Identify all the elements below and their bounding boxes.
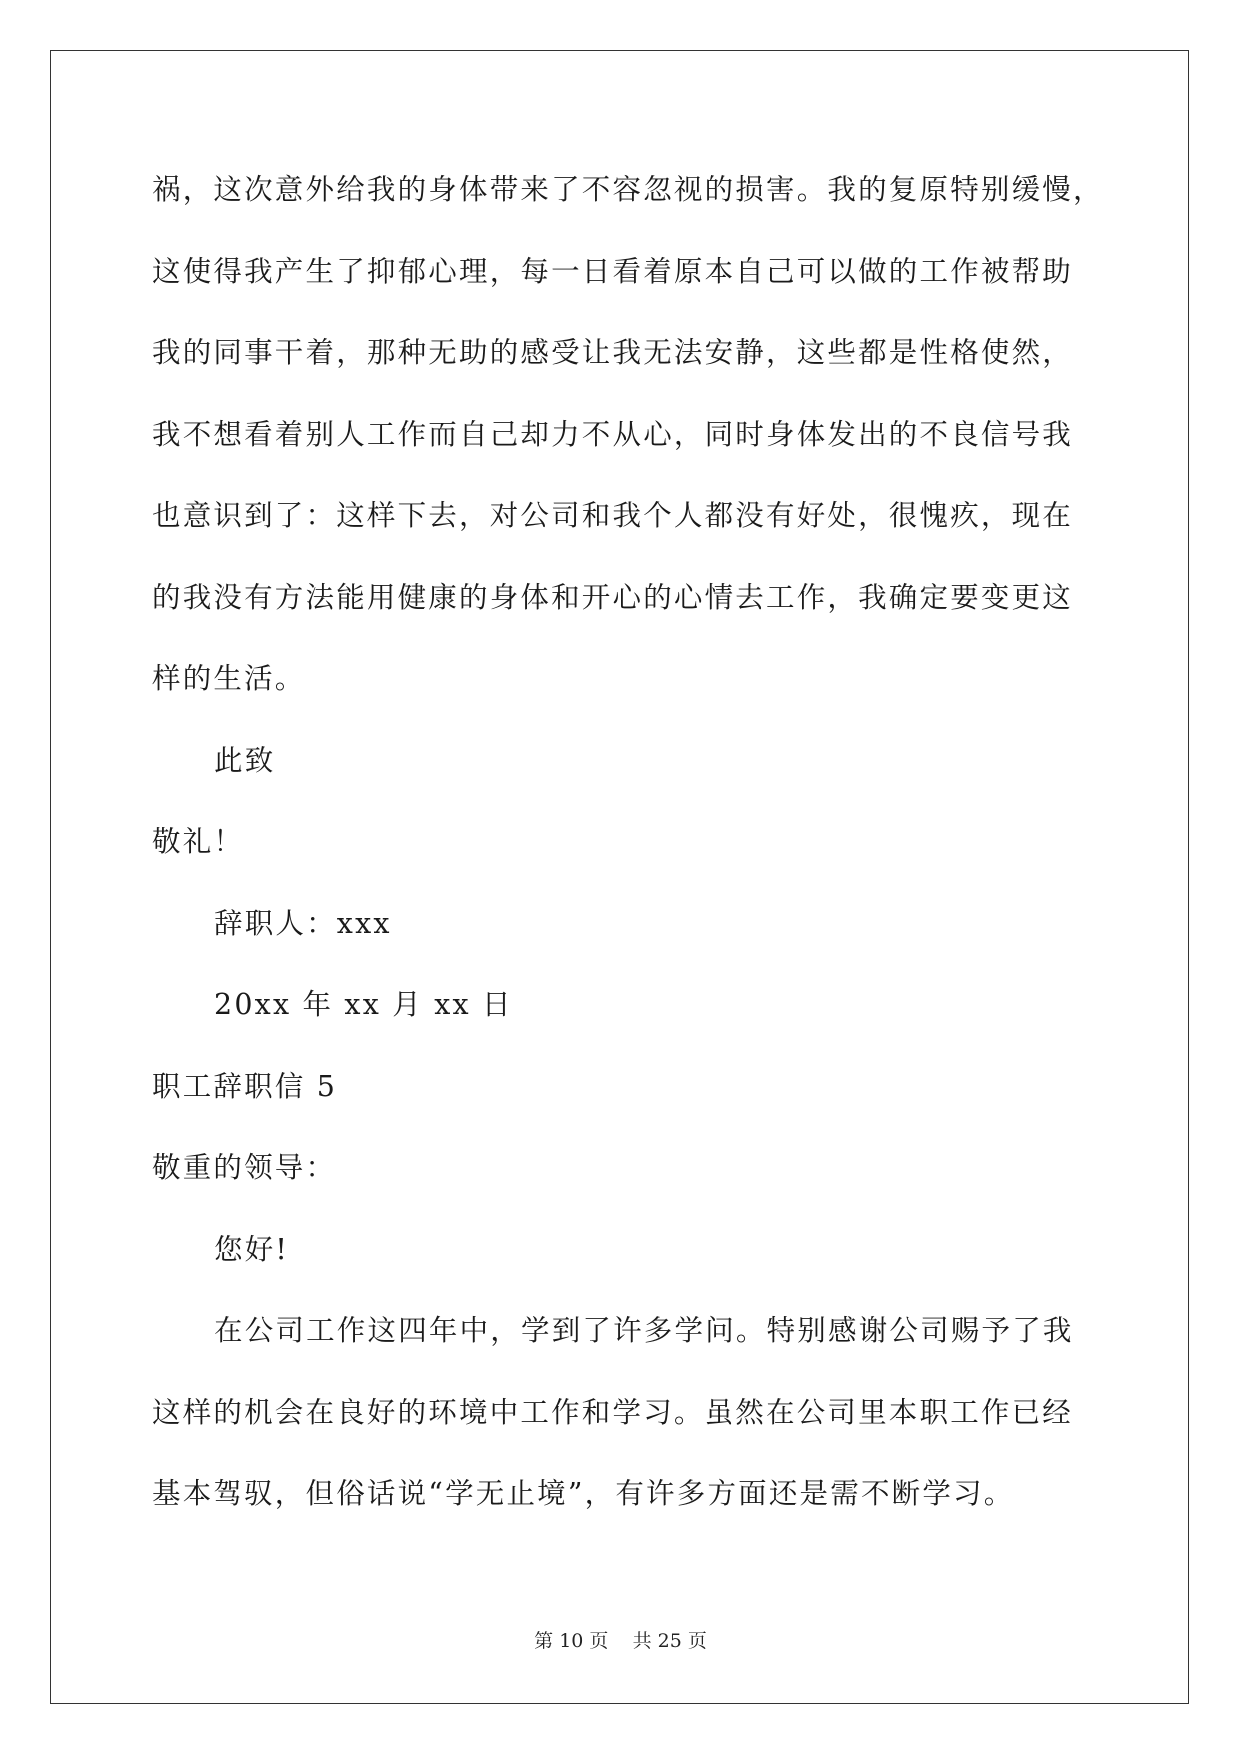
paragraph-line: 样的生活。	[152, 662, 306, 695]
paragraph-line: 的我没有方法能用健康的身体和开心的心情去工作，我确定要变更这	[152, 580, 1074, 614]
paragraph-line: 基本驾驭，但俗话说“学无止境”，有许多方面还是需不断学习。	[152, 1477, 1015, 1510]
paragraph-line: 我的同事干着，那种无助的感受让我无法安静，这些都是性格使然，	[152, 336, 1074, 369]
letter-salutation: 敬重的领导：	[152, 1151, 337, 1184]
paragraph-line: 在公司工作这四年中，学到了许多学问。特别感谢公司赐予了我	[214, 1314, 1074, 1347]
greeting-line: 您好!	[214, 1232, 290, 1266]
paragraph-line: 这使得我产生了抑郁心理，每一日看着原本自己可以做的工作被帮助	[152, 254, 1074, 288]
page-number-footer: 第 10 页 共 25 页	[534, 1630, 707, 1652]
closing-regards: 敬礼！	[152, 825, 245, 858]
closing-salutation: 此致	[214, 743, 276, 777]
paragraph-line: 我不想看着别人工作而自己却力不从心，同时身体发出的不良信号我	[152, 417, 1074, 451]
date-line: 20xx 年 xx 月 xx 日	[214, 988, 513, 1021]
paragraph-line: 也意识到了：这样下去，对公司和我个人都没有好处，很愧疚，现在	[152, 499, 1074, 532]
document-body	[152, 165, 1104, 1551]
paragraph-line: 这样的机会在良好的环境中工作和学习。虽然在公司里本职工作已经	[152, 1395, 1074, 1429]
signature-line: 辞职人：xxx	[214, 906, 392, 940]
paragraph-line: 祸，这次意外给我的身体带来了不容忽视的损害。我的复原特别缓慢，	[152, 173, 1104, 206]
section-heading: 职工辞职信 5	[152, 1069, 338, 1103]
